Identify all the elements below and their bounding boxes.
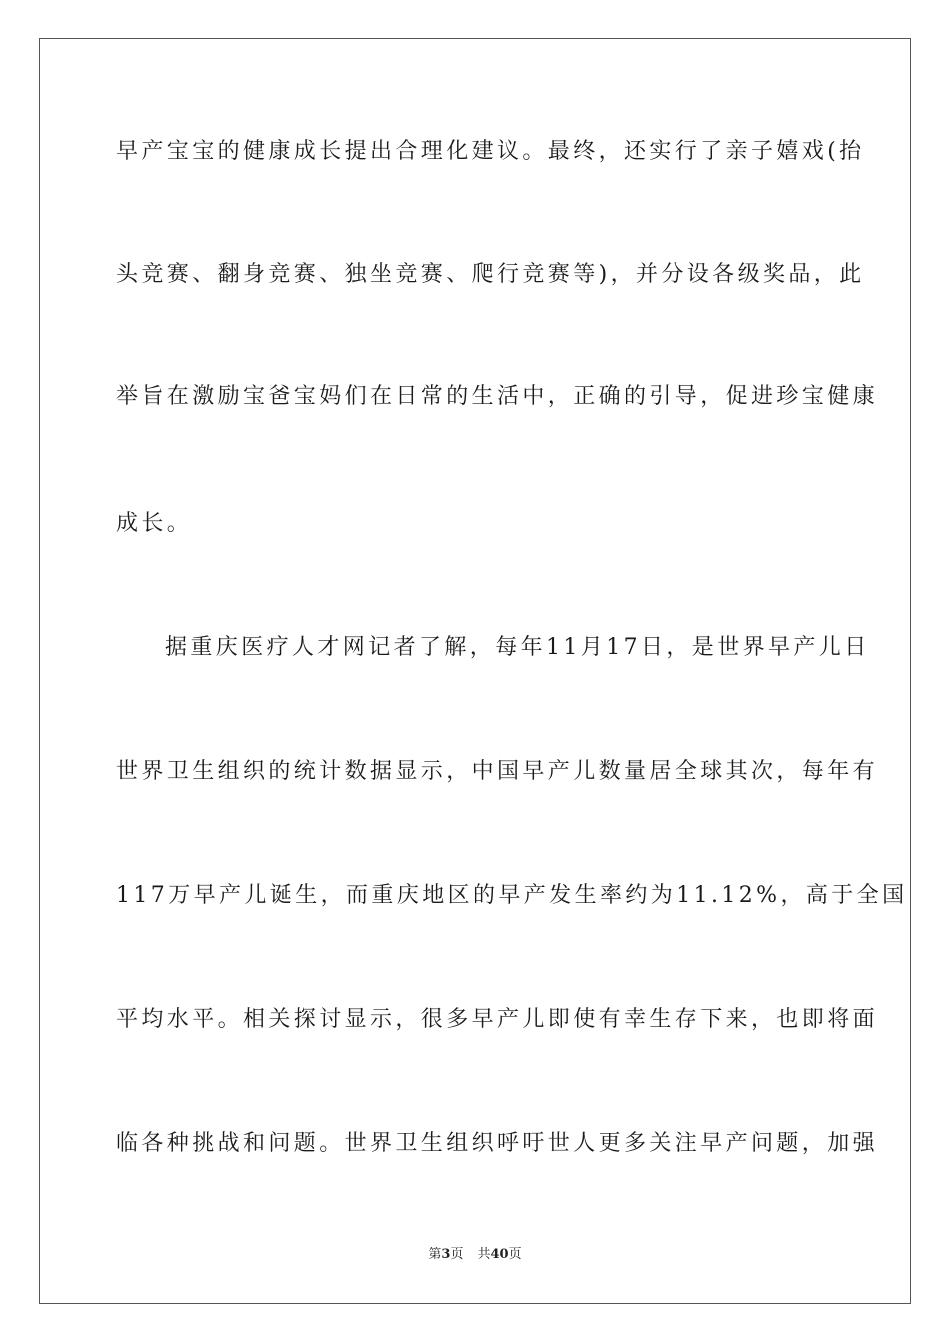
body-text-line: 临各种挑战和问题。世界卫生组织呼吁世人更多关注早产问题，加强 (116, 1131, 879, 1156)
body-text-line: 头竞赛、翻身竞赛、独坐竞赛、爬行竞赛等)，并分设各级奖品，此 (116, 262, 865, 287)
body-text-line: 成长。 (116, 511, 193, 536)
total-page-count: 40 (490, 1247, 509, 1262)
page-footer (0, 1246, 950, 1264)
page-label-suffix: 页 (450, 1247, 464, 1262)
page-border (39, 38, 911, 1304)
total-label-prefix: 共 (477, 1247, 491, 1262)
body-text-line: 117万早产儿诞生，而重庆地区的早产发生率约为11.12%，高于全国 (116, 883, 908, 908)
body-text-line: 世界卫生组织的统计数据显示，中国早产儿数量居全球其次，每年有 (116, 759, 879, 784)
body-text-line: 早产宝宝的健康成长提出合理化建议。最终，还实行了亲子嬉戏(抬 (116, 139, 865, 164)
body-text-line: 平均水平。相关探讨显示，很多早产儿即使有幸生存下来，也即将面 (116, 1007, 879, 1032)
body-text-line-indented: 据重庆医疗人才网记者了解，每年11月17日，是世界早产儿日 (165, 635, 870, 660)
current-page-number: 3 (441, 1247, 451, 1262)
body-text-line: 举旨在激励宝爸宝妈们在日常的生活中，正确的引导，促进珍宝健康 (116, 384, 879, 409)
page-label-prefix: 第 (428, 1247, 442, 1262)
total-label-suffix: 页 (508, 1247, 522, 1262)
